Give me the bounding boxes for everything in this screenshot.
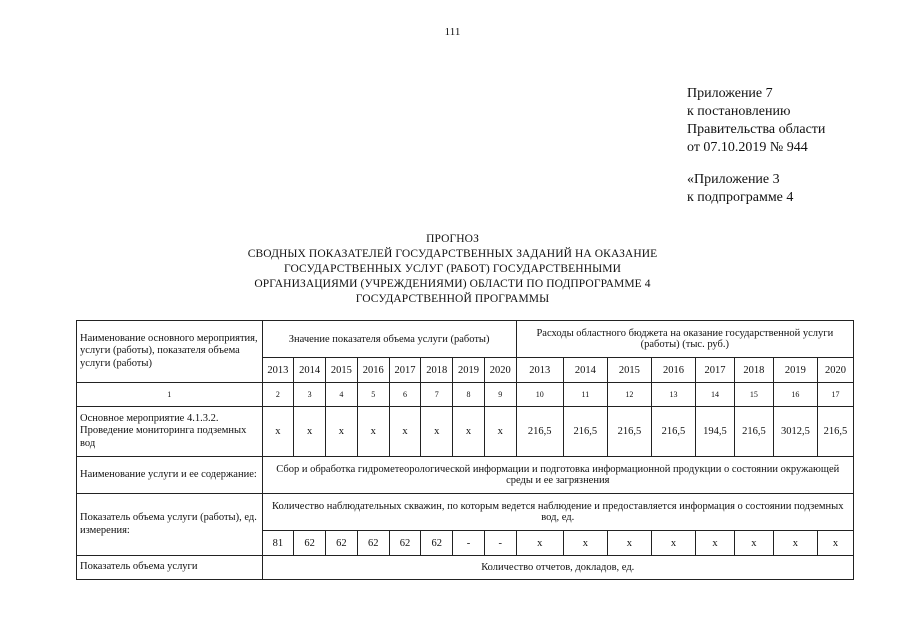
column-number: 10 — [516, 383, 563, 407]
table-cell: x — [516, 531, 563, 556]
table-cell: x — [262, 407, 294, 457]
column-number: 14 — [696, 383, 735, 407]
year-cell: 2017 — [389, 358, 421, 383]
table-cell: - — [453, 531, 485, 556]
table-cell: 194,5 — [696, 407, 735, 457]
year-cell: 2020 — [817, 358, 853, 383]
column-number: 11 — [563, 383, 607, 407]
year-cell: 2014 — [294, 358, 326, 383]
year-cell: 2018 — [421, 358, 453, 383]
column-number: 3 — [294, 383, 326, 407]
year-cell: 2019 — [773, 358, 817, 383]
table-cell: 62 — [294, 531, 326, 556]
header-volume: Значение показателя объема услуги (работы) — [262, 321, 516, 358]
year-cell: 2016 — [651, 358, 695, 383]
table-cell: 216,5 — [651, 407, 695, 457]
year-cell: 2020 — [484, 358, 516, 383]
header-name: Наименование основного мероприятия, услуги (работы), показателя объема услуги (работы) — [77, 321, 263, 383]
appendix-line: Приложение 7 — [687, 86, 773, 101]
column-number: 6 — [389, 383, 421, 407]
table-cell: x — [696, 531, 735, 556]
table-cell: x — [421, 407, 453, 457]
column-number: 1 — [77, 383, 263, 407]
last-row-text: Количество отчетов, докладов, ед. — [262, 556, 853, 580]
header-budget: Расходы областного бюджета на оказание государственной услуги (работы) (тыс. руб.) — [516, 321, 853, 358]
appendix-line: Правительства области — [687, 122, 826, 137]
table-cell: x — [326, 407, 358, 457]
column-numbers-row — [77, 383, 854, 407]
column-number: 16 — [773, 383, 817, 407]
table-cell: x — [389, 407, 421, 457]
column-number: 5 — [357, 383, 389, 407]
last-row-label: Показатель объема услуги — [77, 556, 263, 580]
document-title — [0, 232, 905, 307]
year-cell: 2017 — [696, 358, 735, 383]
service-text: Сбор и обработка гидрометеорологической информации и подготовка информационной продукции о состоянии окружающей среды и ее загрязнения — [262, 457, 853, 494]
column-number: 8 — [453, 383, 485, 407]
appendix-block — [687, 85, 825, 207]
forecast-table — [76, 320, 854, 580]
last-row — [77, 556, 854, 580]
table-cell: 3012,5 — [773, 407, 817, 457]
table-cell: x — [484, 407, 516, 457]
title-line: ГОСУДАРСТВЕННОЙ ПРОГРАММЫ — [355, 293, 550, 305]
column-number: 4 — [326, 383, 358, 407]
table-cell: x — [773, 531, 817, 556]
year-cell: 2016 — [357, 358, 389, 383]
title-line: СВОДНЫХ ПОКАЗАТЕЛЕЙ ГОСУДАРСТВЕННЫХ ЗАДАНИЙ НА ОКАЗАНИЕ — [247, 248, 658, 260]
indicator-label: Показатель объема услуги (работы), ед. измерения: — [77, 494, 263, 556]
column-number: 15 — [734, 383, 773, 407]
page-number: 111 — [444, 26, 461, 38]
indicator-text: Количество наблюдательных скважин, по которым ведется наблюдение и предоставляется информация о состоянии подземных вод, ед. — [262, 494, 853, 531]
table-cell: x — [563, 531, 607, 556]
event-row — [77, 407, 854, 457]
table-cell: 62 — [389, 531, 421, 556]
column-number: 13 — [651, 383, 695, 407]
year-cell: 2014 — [563, 358, 607, 383]
title-line: ОРГАНИЗАЦИЯМИ (УЧРЕЖДЕНИЯМИ) ОБЛАСТИ ПО ПОДПРОГРАММЕ 4 — [254, 278, 651, 290]
service-label: Наименование услуги и ее содержание: — [77, 457, 263, 494]
table-cell: x — [817, 531, 853, 556]
appendix-line: к постановлению — [687, 104, 791, 119]
table-cell: x — [651, 531, 695, 556]
table-cell: 216,5 — [734, 407, 773, 457]
event-label: Основное мероприятие 4.1.3.2. Проведение мониторинга подземных вод — [77, 407, 263, 457]
table-cell: - — [484, 531, 516, 556]
service-row — [77, 457, 854, 494]
appendix-line: к подпрограмме 4 — [687, 190, 794, 205]
column-number: 17 — [817, 383, 853, 407]
column-number: 12 — [607, 383, 651, 407]
indicator-row — [77, 494, 854, 531]
appendix-line: от 07.10.2019 № 944 — [687, 140, 808, 155]
column-number: 7 — [421, 383, 453, 407]
table-cell: 62 — [357, 531, 389, 556]
table-cell: x — [453, 407, 485, 457]
year-cell: 2015 — [326, 358, 358, 383]
year-cell: 2019 — [453, 358, 485, 383]
table-cell: x — [357, 407, 389, 457]
year-cell: 2015 — [607, 358, 651, 383]
table-cell: 216,5 — [516, 407, 563, 457]
column-number: 9 — [484, 383, 516, 407]
table-cell: 62 — [421, 531, 453, 556]
column-number: 2 — [262, 383, 294, 407]
title-line: ГОСУДАРСТВЕННЫХ УСЛУГ (РАБОТ) ГОСУДАРСТВЕННЫМИ — [284, 263, 621, 275]
table-cell: x — [607, 531, 651, 556]
table-cell: 216,5 — [607, 407, 651, 457]
year-cell: 2013 — [262, 358, 294, 383]
table-cell: 216,5 — [563, 407, 607, 457]
table-cell: 81 — [262, 531, 294, 556]
table-cell: 62 — [326, 531, 358, 556]
title-line: ПРОГНОЗ — [426, 233, 479, 245]
year-cell: 2013 — [516, 358, 563, 383]
appendix-line: «Приложение 3 — [687, 172, 780, 187]
table-cell: x — [734, 531, 773, 556]
year-cell: 2018 — [734, 358, 773, 383]
table-cell: x — [294, 407, 326, 457]
table-cell: 216,5 — [817, 407, 853, 457]
